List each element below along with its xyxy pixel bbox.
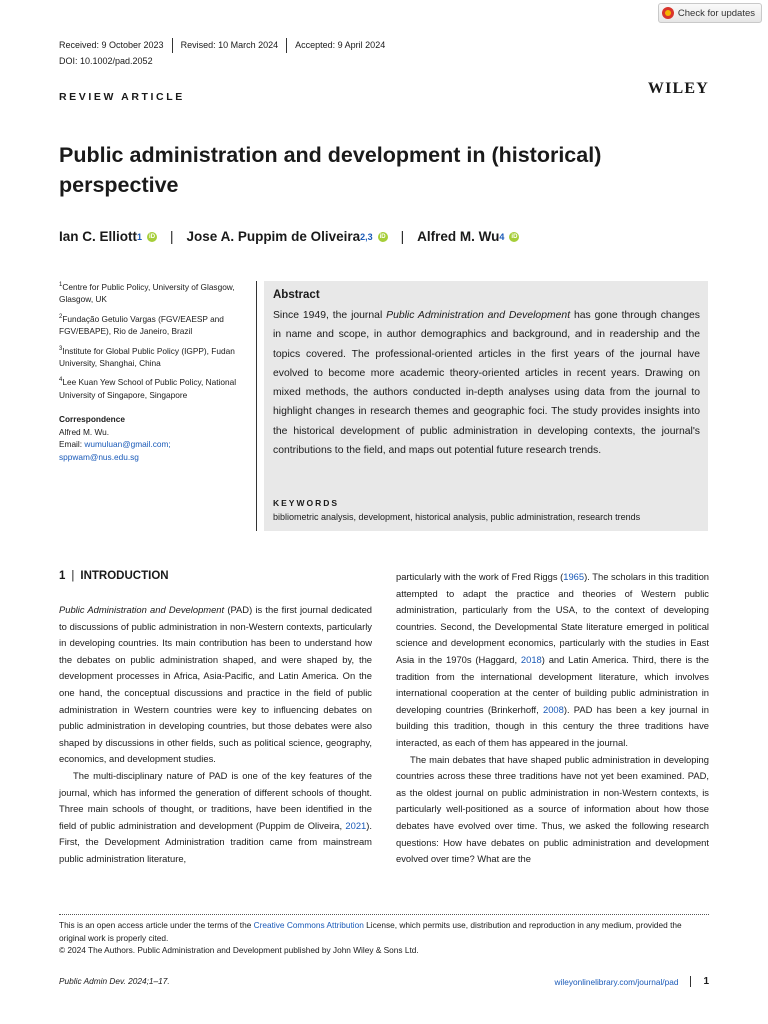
affiliation: $^4$Lee Kuan Yew School of Public Policy, National University of Singapore, Singapore <box>59 377 237 400</box>
affiliations <box>59 279 249 463</box>
paragraph: The main debates that have shaped public administration in developing countries across these three traditions have not yet been examined. PAD, as the oldest journal on public administration in non-Western contexts, is particularly well-positioned as a source of information about how those debates have evolved over time. Thus, we asked the following research questions: How have debates on public administration and development evolved over time? What are the <box>396 753 709 865</box>
orcid-icon[interactable]: iD <box>149 233 156 240</box>
publisher-logo: WILEY <box>647 80 709 97</box>
article-type: REVIEW ARTICLE <box>59 91 185 103</box>
citation-link[interactable]: 2021 <box>345 819 367 831</box>
author-separator: | <box>400 229 405 244</box>
correspondence-name: Alfred M. Wu. <box>59 426 110 437</box>
article-title: Public administration and development in (historical) perspective <box>59 143 602 197</box>
license-footnote: This is an open access article under the terms of the Creative Commons Attribution License, which permits use, distribution and reproduction in any medium, provided the original work is properly cited. © 2024 The Authors. Public Administration and Development published by John Wiley & Sons Ltd. <box>59 919 709 957</box>
affiliation: $^2$Fundação Getulio Vargas (FGV/EAESP and FGV/EBAPE), Rio de Janeiro, Brazil <box>59 313 224 337</box>
body-column-left <box>59 602 372 868</box>
article-dates <box>59 38 393 53</box>
body-column-right <box>396 569 709 868</box>
author-name[interactable]: Ian C. Elliott <box>59 229 138 244</box>
copyright: © 2024 The Authors. Public Administration and Development published by John Wiley & Sons Ltd. <box>59 945 419 955</box>
affiliation: $^1$Centre for Public Policy, University of Glasgow, Glasgow, UK <box>59 281 235 305</box>
abstract-heading: Abstract <box>273 289 320 301</box>
citation-link[interactable]: 2008 <box>542 703 564 715</box>
citation-link[interactable]: 2018 <box>520 653 542 665</box>
author-affiliation-ref[interactable]: 1 <box>137 231 143 242</box>
email-link[interactable]: sppwam@nus.edu.sg <box>59 451 139 462</box>
received-date: Received: 9 October 2023 <box>59 40 164 50</box>
footnote-divider <box>59 914 709 915</box>
author-list <box>59 229 519 244</box>
author-name[interactable]: Alfred M. Wu <box>417 229 500 244</box>
author-affiliation-ref[interactable]: 2,3 <box>360 231 373 242</box>
correspondence-email: Email: wumuluan@gmail.com; <box>59 439 171 450</box>
paragraph: Public Administration and Development (PAD) is the first journal dedicated to discussions of public administration in non-Western contexts, particularly in developing countries. Its main contribution has been to understand how the debates on public administration shaped, and were shaped by, the development processes in Africa, Asia-Pacific, and Latin America. On the one hand, the conceptual discussions and practice in the field of public administration in Western countries were key to influencing debates on public administration in developing countries, but those debates were also shaped by discussions in other fields, such as political science, geography, economics, and development studies. <box>59 604 372 765</box>
footer-right <box>555 976 709 987</box>
citation-link[interactable]: 1965 <box>563 571 585 582</box>
check-updates-label: Check for updates <box>677 7 755 19</box>
crossmark-icon <box>662 7 674 19</box>
license-link[interactable]: Creative Commons Attribution <box>253 920 364 930</box>
author-name[interactable]: Jose A. Puppim de Oliveira <box>186 229 361 244</box>
orcid-icon[interactable]: iD <box>379 233 386 240</box>
journal-url-link[interactable]: wileyonlinelibrary.com/journal/pad <box>554 976 679 987</box>
divider <box>256 281 257 531</box>
author-affiliation-ref[interactable]: 4 <box>499 231 505 242</box>
journal-citation: Public Admin Dev. 2024;1–17. <box>59 976 170 986</box>
orcid-icon[interactable]: iD <box>511 233 518 240</box>
correspondence-heading: Correspondence <box>59 414 125 425</box>
page-number: 1 <box>690 976 709 987</box>
keywords-heading: KEYWORDS <box>273 498 340 508</box>
paragraph: The multi-disciplinary nature of PAD is one of the key features of the journal, which has informed the generation of different schools of thought. Three main schools of thought, or traditions, have been identified in the field of public administration and development (Puppim de Oliveira, 2021). First, the Development Administration tradition came from mainstream public administration literature, <box>59 769 372 864</box>
doi: DOI: 10.1002/pad.2052 <box>59 56 153 66</box>
affiliation: $^3$Institute for Global Public Policy (IGPP), Fudan University, Shanghai, China <box>59 345 235 368</box>
email-link[interactable]: wumuluan@gmail.com; <box>84 439 171 450</box>
check-for-updates-button[interactable] <box>658 3 762 23</box>
author-separator: | <box>170 229 174 244</box>
section-heading: 1 | INTRODUCTION <box>59 570 169 582</box>
keywords-text: bibliometric analysis, development, historical analysis, public administration, research trends <box>273 512 641 522</box>
paragraph: particularly with the work of Fred Riggs (1965). The scholars in this tradition attempted to adapt the practice and theories of Western public administration, particularly from the USA, to the context of developing countries. Second, the Developmental State literature emerged in political science and development economics, particularly with the studies in East Asia in the 1970s (Haggard, 2018) and Latin America. Third, there is the tradition from the international development literature, which involves international cooperation at the center of building public administration in developing countries (Brinkerhoff, 2008). PAD has been a key journal in building this tradition, though in this century the three traditions have interacted, as each of them has appeared in the journal. <box>396 571 709 748</box>
accepted-date: Accepted: 9 April 2024 <box>286 38 393 53</box>
abstract-text: Since 1949, the journal Public Administration and Development has gone through changes in name and scope, in author demographics and background, and in readership and the topics covered. The professional-oriented articles in the first years of the journal have evolved to become more academic theory-oriented articles in recent years. Drawing on mixed methods, the authors conducted in-depth analyses using data from the journal to highlight changes in research themes and geographic foci. The study provides insights into the historical development of public administration in developing contexts, the journal's contributions to the field, and maps out potential future research trends. <box>273 310 700 457</box>
revised-date: Revised: 10 March 2024 <box>172 38 287 53</box>
